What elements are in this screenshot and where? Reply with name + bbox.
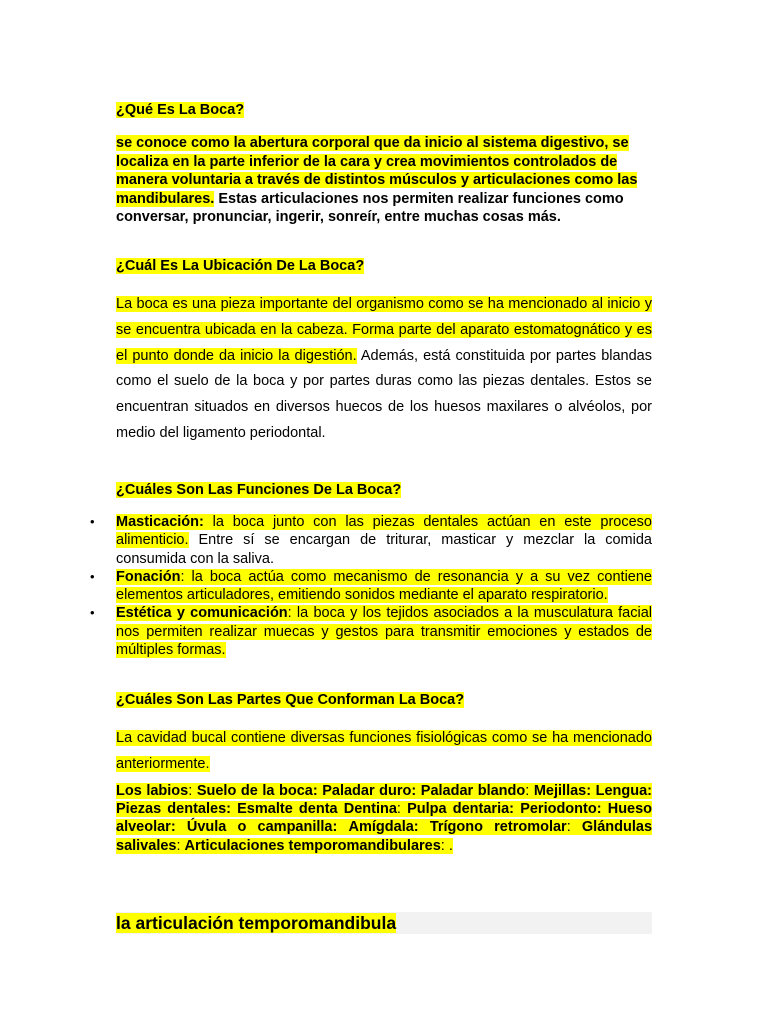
heading-que-es-la-boca: ¿Qué Es La Boca? (116, 102, 245, 118)
paragraph-partes-intro (116, 726, 652, 778)
plain-text: Entre sí se encargan de triturar, masticar y mezclar la comida consumida con la saliva. (116, 532, 652, 567)
part-label: Pulpa dentaria: (407, 801, 515, 818)
heading-ubicacion: ¿Cuál Es La Ubicación De La Boca? (116, 258, 365, 274)
plain-text: Estas articulaciones nos permiten realizar funciones como conversar, pronunciar, ingerir, sonreír, entre muchas cosas más. (116, 190, 624, 225)
part-label: Los labios (116, 783, 189, 799)
part-label: Amígdala: (348, 819, 419, 836)
highlighted-text: La boca es una pieza importante del organismo como se ha mencionado al inicio y se encuentra ubicada en la cabeza. Forma parte del aparato estomatognático y es el punto donde da inicio la digestión. (116, 296, 652, 364)
bullet: • (90, 568, 95, 584)
list-item (90, 604, 652, 659)
heading-partes: ¿Cuáles Son Las Partes Que Conforman La Boca? (116, 692, 465, 708)
part-label: Suelo de la boca: (196, 783, 318, 799)
highlighted-text: : la boca y los tejidos asociados a la musculatura facial nos permiten realizar muecas y gestos para transmitir emociones y estados de múltiples formas. (116, 605, 652, 659)
part-label: Articulaciones temporomandibulares (184, 837, 441, 854)
highlighted-text: se conoce como la abertura corporal que da inicio al sistema digestivo, se localiza en la parte inferior de la cara y crea movimientos controlados de manera voluntaria a través de distintos músculos y articulaciones como las mandibulares. (116, 135, 638, 207)
list-item (90, 513, 652, 568)
part-label: Lengua: (595, 783, 653, 799)
part-label: Hueso alveolar: (116, 801, 653, 836)
highlighted-text: la boca junto con las piezas dentales actúan en este proceso alimenticio. (116, 514, 652, 549)
plain-text: Además, está constituida por partes blandas como el suelo de la boca y por partes duras como las piezas dentales. Estos se encuentran situados en diversos huecos de los huesos maxilares o alvéolos, por medio del ligamento periodontal. (116, 347, 652, 441)
part-label: Esmalte denta Dentina (237, 801, 397, 818)
item-term: Estética y comunicación (116, 605, 288, 622)
bullet: • (90, 514, 95, 529)
final-heading: la articulación temporomandibula (116, 913, 397, 933)
heading-funciones: ¿Cuáles Son Las Funciones De La Boca? (116, 482, 402, 498)
highlighted-text: : la boca actúa como mecanismo de resonancia y a su vez contiene elementos articuladores, emitiendo sonidos mediante el aparato respiratorio. (116, 568, 652, 604)
part-label: Paladar blando (420, 783, 526, 799)
paragraph-ubicacion (116, 292, 652, 447)
item-term: Fonación (116, 568, 181, 585)
parts-highlight: Los labios: Suelo de la boca: Paladar duro: Paladar blando: Mejillas: Lengua: Piezas dentales: Esmalte denta Dentina: Pulpa dentaria: Periodonto: Hueso alveolar: Úvula o campanilla: Amígdala: Trígono retromolar: Glándulas salivales: Articulaciones temporomandibulares: . (116, 783, 653, 854)
part-label: Periodonto: (520, 801, 602, 818)
functions-list (90, 513, 652, 659)
part-label: Piezas dentales: (116, 801, 231, 818)
item-term: Masticación: (116, 514, 204, 530)
bullet: • (90, 605, 95, 621)
part-label: Úvula o campanilla: (186, 819, 338, 836)
list-item (90, 568, 652, 605)
part-label: Glándulas salivales (116, 819, 653, 854)
parts-list (116, 782, 652, 855)
highlighted-text: La cavidad bucal contiene diversas funciones fisiológicas como se ha mencionado anteriormente. (116, 730, 652, 772)
part-label: Paladar duro: (322, 783, 417, 799)
part-label: Trígono retromolar (429, 819, 567, 836)
paragraph-que-es-la-boca (116, 134, 652, 227)
part-label: Mejillas: (533, 783, 592, 799)
